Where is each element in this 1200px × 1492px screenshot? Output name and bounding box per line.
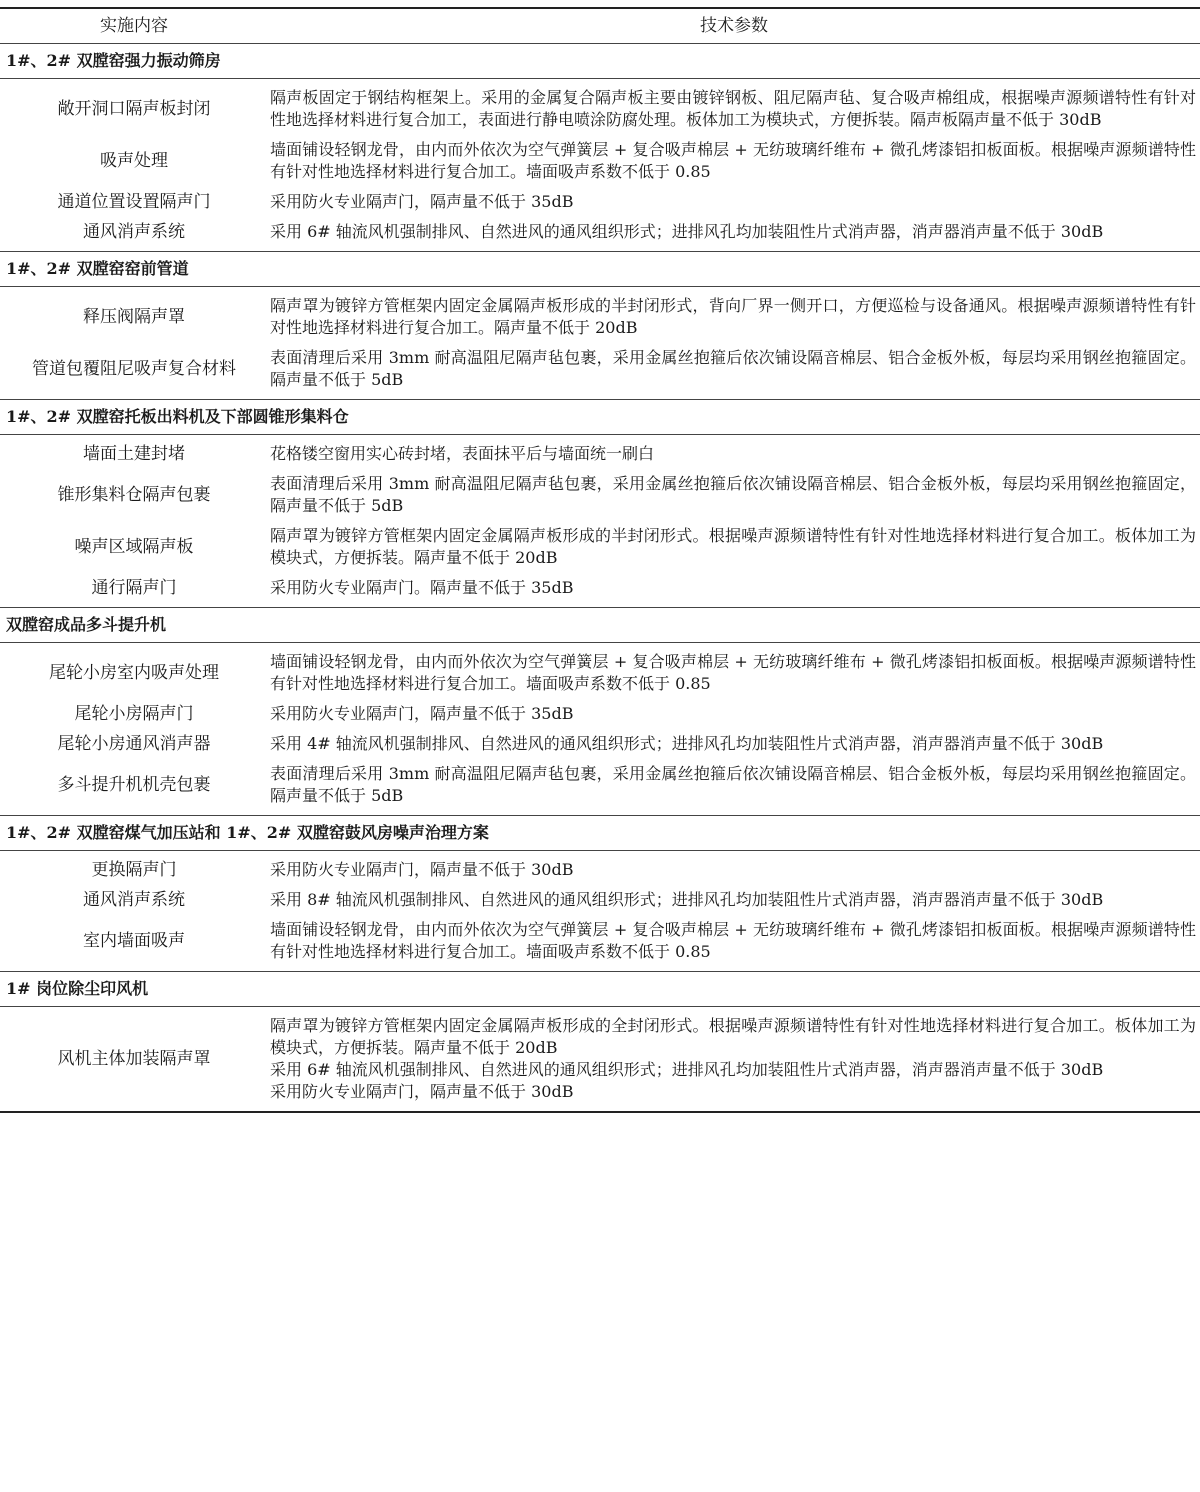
- implementation-item: 通行隔声门: [91, 578, 177, 598]
- technical-parameter-text: 采用 6# 轴流风机强制排风、自然进风的通风组织形式；进排风孔均加装阻性片式消声器，消声器消声量不低于 30dB: [270, 1060, 1104, 1079]
- technical-parameter-cell: [268, 699, 1200, 729]
- technical-parameter-text: 采用防火专业隔声门，隔声量不低于 30dB: [270, 860, 574, 879]
- implementation-item: 噪声区域隔声板: [74, 537, 194, 557]
- implementation-item: 尾轮小房通风消声器: [57, 734, 211, 754]
- technical-parameter-text: 采用 4# 轴流风机强制排风、自然进风的通风组织形式；进排风孔均加装阻性片式消声器，消声器消声量不低于 30dB: [270, 734, 1104, 753]
- table-row: [0, 343, 1200, 400]
- section-title: 双膛窑成品多斗提升机: [0, 608, 1200, 643]
- section-title: 1# 岗位除尘印风机: [0, 972, 1200, 1007]
- technical-parameter-cell: [268, 915, 1200, 972]
- technical-parameter-text: 采用防火专业隔声门，隔声量不低于 35dB: [270, 192, 574, 211]
- technical-parameter-text: 采用 8# 轴流风机强制排风、自然进风的通风组织形式；进排风孔均加装阻性片式消声器，消声器消声量不低于 30dB: [270, 890, 1104, 909]
- section-title: 1#、2# 双膛窑窑前管道: [0, 252, 1200, 287]
- technical-parameter-text: 花格镂空窗用实心砖封堵，表面抹平后与墙面统一刷白: [270, 444, 655, 463]
- technical-parameter-cell: [268, 343, 1200, 400]
- technical-parameter-cell: [268, 729, 1200, 759]
- section-header-row: [0, 252, 1200, 287]
- table-row: [0, 851, 1200, 886]
- section-header-row: [0, 44, 1200, 79]
- table-body: [0, 44, 1200, 1113]
- technical-parameter-cell: [268, 1007, 1200, 1113]
- technical-parameter-cell: [268, 643, 1200, 700]
- implementation-item: 释压阀隔声罩: [83, 307, 185, 327]
- header-row: [0, 8, 1200, 44]
- section-title: 1#、2# 双膛窑强力振动筛房: [0, 44, 1200, 79]
- section-title: 1#、2# 双膛窑托板出料机及下部圆锥形集料仓: [0, 400, 1200, 435]
- section-header-row: [0, 400, 1200, 435]
- noise-control-spec-table: [0, 7, 1200, 1113]
- technical-parameter-cell: [268, 187, 1200, 217]
- technical-parameter-cell: [268, 217, 1200, 252]
- implementation-item: 锥形集料仓隔声包裹: [57, 485, 211, 505]
- technical-parameter-cell: [268, 287, 1200, 344]
- technical-parameter-cell: [268, 573, 1200, 608]
- section-title: 1#、2# 双膛窑煤气加压站和 1#、2# 双膛窑鼓风房噪声治理方案: [0, 816, 1200, 851]
- implementation-item: 敞开洞口隔声板封闭: [57, 99, 211, 119]
- table-row: [0, 1007, 1200, 1113]
- technical-parameter-text: 墙面铺设轻钢龙骨，由内而外依次为空气弹簧层 + 复合吸声棉层 + 无纺玻璃纤维布 + 微孔烤漆铝扣板面板。根据噪声源频谱特性有针对性地选择材料进行复合加工。墙面吸声系数不低于 0.85: [270, 652, 1196, 693]
- section-header-row: [0, 608, 1200, 643]
- technical-parameter-cell: [268, 885, 1200, 915]
- technical-parameter-text: 隔声板固定于钢结构框架上。采用的金属复合隔声板主要由镀锌钢板、阻尼隔声毡、复合吸声棉组成，根据噪声源频谱特性有针对性地选择材料进行复合加工，表面进行静电喷涂防腐处理。板体加工为模块式，方便拆装。隔声板隔声量不低于 30dB: [270, 88, 1196, 129]
- technical-parameter-text: 隔声罩为镀锌方管框架内固定金属隔声板形成的半封闭形式。根据噪声源频谱特性有针对性地选择材料进行复合加工。板体加工为模块式，方便拆装。隔声量不低于 20dB: [270, 526, 1196, 567]
- table-row: [0, 759, 1200, 816]
- technical-parameter-text: 采用防火专业隔声门。隔声量不低于 35dB: [270, 578, 574, 597]
- technical-parameter-cell: [268, 521, 1200, 573]
- implementation-item: 通风消声系统: [83, 222, 185, 242]
- technical-parameter-cell: [268, 79, 1200, 136]
- technical-parameter-text: 表面清理后采用 3mm 耐高温阻尼隔声毡包裹，采用金属丝抱箍后依次铺设隔音棉层、铝合金板外板，每层均采用钢丝抱箍固定。隔声量不低于 5dB: [270, 764, 1196, 805]
- technical-parameter-cell: [268, 135, 1200, 187]
- table-row: [0, 573, 1200, 608]
- table-row: [0, 729, 1200, 759]
- table-row: [0, 699, 1200, 729]
- implementation-item: 尾轮小房室内吸声处理: [49, 663, 219, 683]
- table-row: [0, 135, 1200, 187]
- header-implementation-content: 实施内容: [0, 8, 268, 44]
- technical-parameter-cell: [268, 851, 1200, 886]
- table-row: [0, 469, 1200, 521]
- section-header-row: [0, 972, 1200, 1007]
- technical-parameter-text: 表面清理后采用 3mm 耐高温阻尼隔声毡包裹，采用金属丝抱箍后依次铺设隔音棉层、铝合金板外板，每层均采用钢丝抱箍固定，隔声量不低于 5dB: [270, 474, 1196, 515]
- technical-parameter-cell: [268, 469, 1200, 521]
- table-row: [0, 217, 1200, 252]
- technical-parameter-text: 墙面铺设轻钢龙骨，由内而外依次为空气弹簧层 + 复合吸声棉层 + 无纺玻璃纤维布 + 微孔烤漆铝扣板面板。根据噪声源频谱特性有针对性地选择材料进行复合加工。墙面吸声系数不低于 0.85: [270, 920, 1196, 961]
- table-row: [0, 643, 1200, 700]
- table-row: [0, 435, 1200, 470]
- technical-parameter-text: 隔声罩为镀锌方管框架内固定金属隔声板形成的半封闭形式，背向厂界一侧开口，方便巡检与设备通风。根据噪声源频谱特性有针对性地选择材料进行复合加工。隔声量不低于 20dB: [270, 296, 1196, 337]
- implementation-item: 吸声处理: [100, 151, 168, 171]
- technical-parameter-text: 采用 6# 轴流风机强制排风、自然进风的通风组织形式；进排风孔均加装阻性片式消声器，消声器消声量不低于 30dB: [270, 222, 1104, 241]
- technical-parameter-cell: [268, 759, 1200, 816]
- table-row: [0, 79, 1200, 136]
- technical-parameter-text: 采用防火专业隔声门，隔声量不低于 30dB: [270, 1082, 574, 1101]
- table-row: [0, 915, 1200, 972]
- implementation-item: 更换隔声门: [91, 860, 177, 880]
- technical-parameter-cell: [268, 435, 1200, 470]
- technical-parameter-text: 墙面铺设轻钢龙骨，由内而外依次为空气弹簧层 + 复合吸声棉层 + 无纺玻璃纤维布 + 微孔烤漆铝扣板面板。根据噪声源频谱特性有针对性地选择材料进行复合加工。墙面吸声系数不低于 0.85: [270, 140, 1196, 181]
- implementation-item: 通风消声系统: [83, 890, 185, 910]
- technical-parameter-text: 采用防火专业隔声门，隔声量不低于 35dB: [270, 704, 574, 723]
- implementation-item: 管道包覆阻尼吸声复合材料: [32, 359, 236, 379]
- implementation-item: 风机主体加装隔声罩: [0, 1007, 268, 1113]
- header-technical-parameters: 技术参数: [268, 8, 1200, 44]
- implementation-item: 尾轮小房隔声门: [74, 704, 194, 724]
- table-row: [0, 521, 1200, 573]
- implementation-item: 通道位置设置隔声门: [57, 192, 211, 212]
- table-header: [0, 8, 1200, 44]
- table-row: [0, 187, 1200, 217]
- table-row: [0, 885, 1200, 915]
- section-header-row: [0, 816, 1200, 851]
- implementation-item: 室内墙面吸声: [83, 931, 185, 951]
- technical-parameter-text: 表面清理后采用 3mm 耐高温阻尼隔声毡包裹，采用金属丝抱箍后依次铺设隔音棉层、铝合金板外板，每层均采用钢丝抱箍固定。隔声量不低于 5dB: [270, 348, 1196, 389]
- technical-parameter-text: 隔声罩为镀锌方管框架内固定金属隔声板形成的全封闭形式。根据噪声源频谱特性有针对性地选择材料进行复合加工。板体加工为模块式，方便拆装。隔声量不低于 20dB: [270, 1016, 1196, 1057]
- implementation-item: 多斗提升机机壳包裹: [57, 775, 211, 795]
- table-row: [0, 287, 1200, 344]
- implementation-item: 墙面土建封堵: [83, 444, 185, 464]
